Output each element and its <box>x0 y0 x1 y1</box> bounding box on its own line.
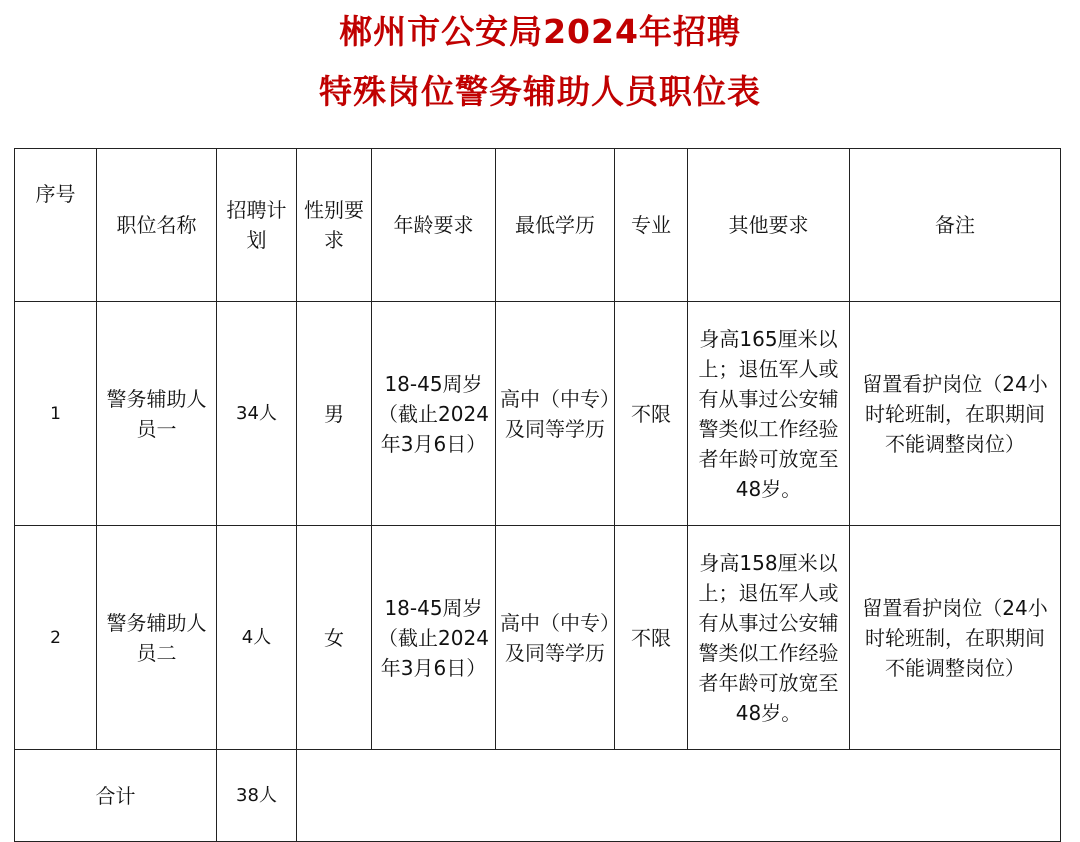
header-position: 职位名称 <box>97 149 217 302</box>
row-major: 不限 <box>615 302 688 526</box>
row-position: 警务辅助人员一 <box>97 302 217 526</box>
row-plan: 34人 <box>217 302 297 526</box>
row-position: 警务辅助人员二 <box>97 526 217 750</box>
table-row <box>15 302 1061 526</box>
header-major: 专业 <box>615 149 688 302</box>
header-gender: 性别要求 <box>297 149 372 302</box>
total-row <box>15 750 1061 842</box>
row-seq: 2 <box>15 526 97 750</box>
header-seq: 序号 <box>15 149 97 302</box>
row-gender: 女 <box>297 526 372 750</box>
row-seq: 1 <box>15 302 97 526</box>
row-age: 18-45周岁（截止2024年3月6日） <box>372 526 496 750</box>
row-other: 身高158厘米以上；退伍军人或有从事过公安辅警类似工作经验者年龄可放宽至48岁。 <box>688 526 850 750</box>
total-value: 38人 <box>217 750 297 842</box>
header-note: 备注 <box>850 149 1061 302</box>
header-age: 年龄要求 <box>372 149 496 302</box>
row-major: 不限 <box>615 526 688 750</box>
document-title-line1: 郴州市公安局2024年招聘 <box>339 12 741 51</box>
position-table <box>14 148 1061 842</box>
row-plan: 4人 <box>217 526 297 750</box>
header-plan: 招聘计划 <box>217 149 297 302</box>
header-education: 最低学历 <box>496 149 615 302</box>
table-header-row <box>15 149 1061 302</box>
total-empty-cell <box>297 750 1061 842</box>
row-note: 留置看护岗位（24小时轮班制，在职期间不能调整岗位） <box>850 526 1061 750</box>
row-other: 身高165厘米以上；退伍军人或有从事过公安辅警类似工作经验者年龄可放宽至48岁。 <box>688 302 850 526</box>
row-note: 留置看护岗位（24小时轮班制，在职期间不能调整岗位） <box>850 302 1061 526</box>
document-title-line2: 特殊岗位警务辅助人员职位表 <box>319 72 761 111</box>
table-row <box>15 526 1061 750</box>
row-gender: 男 <box>297 302 372 526</box>
row-education: 高中（中专）及同等学历 <box>496 526 615 750</box>
total-label: 合计 <box>15 750 217 842</box>
row-education: 高中（中专）及同等学历 <box>496 302 615 526</box>
row-age: 18-45周岁（截止2024年3月6日） <box>372 302 496 526</box>
header-other: 其他要求 <box>688 149 850 302</box>
